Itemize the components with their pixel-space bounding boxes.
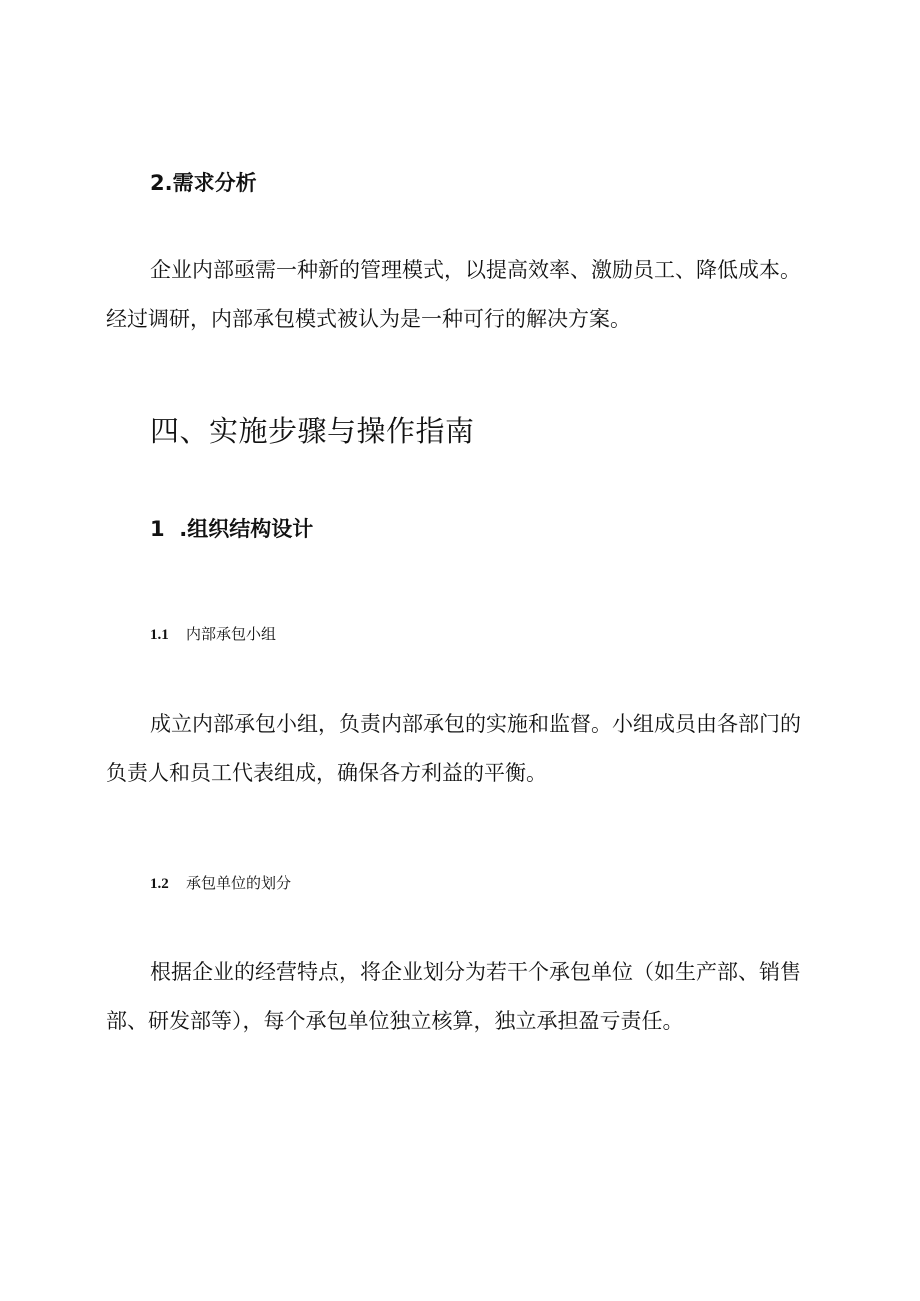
item-number: 1.1	[150, 627, 169, 643]
paragraph-contract-group	[106, 700, 801, 798]
subsection-heading-org-structure: 1 .组织结构设计	[150, 517, 314, 541]
item-number: 1.2	[150, 876, 169, 892]
item-heading-contract-group	[150, 624, 276, 645]
chapter-heading-implementation: 四、实施步骤与操作指南	[150, 414, 475, 448]
paragraph-line: 部、研发部等），每个承包单位独立核算，独立承担盈亏责任。	[106, 1009, 684, 1033]
section-heading-need-analysis: 2.需求分析	[150, 171, 257, 195]
item-title: 内部承包小组	[186, 625, 277, 643]
item-heading-unit-division	[150, 873, 291, 894]
item-title: 承包单位的划分	[186, 874, 292, 892]
paragraph-line: 经过调研，内部承包模式被认为是一种可行的解决方案。	[106, 307, 631, 331]
paragraph-line: 成立内部承包小组，负责内部承包的实施和监督。小组成员由各部门的	[150, 712, 801, 736]
paragraph-line: 根据企业的经营特点，将企业划分为若干个承包单位（如生产部、销售	[150, 960, 801, 984]
paragraph-line: 企业内部亟需一种新的管理模式，以提高效率、激励员工、降低成本。	[150, 258, 801, 282]
paragraph-need-analysis	[106, 246, 801, 344]
paragraph-unit-division	[106, 948, 801, 1046]
paragraph-line: 负责人和员工代表组成，确保各方利益的平衡。	[106, 761, 547, 785]
